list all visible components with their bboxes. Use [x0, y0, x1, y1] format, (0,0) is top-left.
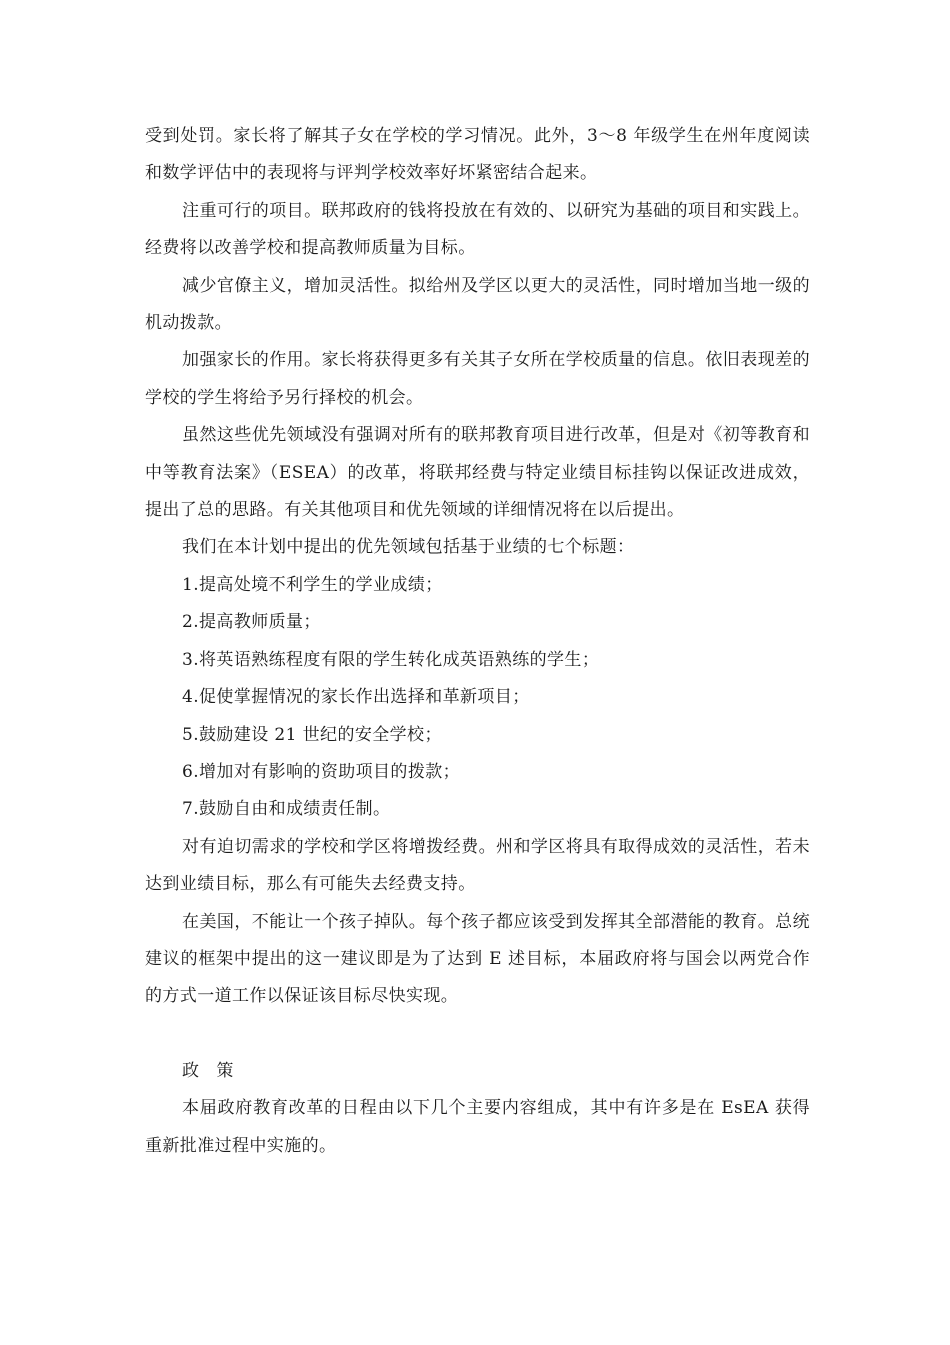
- paragraph-4: 加强家长的作用。家长将获得更多有关其子女所在学校质量的信息。依旧表现差的学校的学生将给予另行择校的机会。: [145, 350, 810, 408]
- list-item: 4.促使掌握情况的家长作出选择和革新项目；: [182, 687, 530, 708]
- document-page: [145, 118, 810, 1165]
- paragraph-7: 对有迫切需求的学校和学区将增拨经费。州和学区将具有取得成效的灵活性，若未达到业绩目标，那么有可能失去经费支持。: [145, 836, 810, 895]
- list-item: 2.提高教师质量；: [182, 612, 321, 633]
- list-item: 6.增加对有影响的资助项目的拨款；: [182, 761, 461, 782]
- list-item: 3.将英语熟练程度有限的学生转化成英语熟练的学生；: [182, 649, 600, 670]
- paragraph-2: 注重可行的项目。联邦政府的钱将投放在有效的、以研究为基础的项目和实践上。经费将以改善学校和提高教师质量为目标。: [145, 200, 810, 259]
- paragraph-8: 在美国，不能让一个孩子掉队。每个孩子都应该受到发挥其全部潜能的教育。总统建议的框架中提出的这一建议即是为了达到 E 述目标，本届政府将与国会以两党合作的方式一道工作以保证该目标尽快实现。: [145, 911, 810, 1007]
- paragraph-1: 受到处罚。家长将了解其子女在学校的学习情况。此外，3～8 年级学生在州年度阅读和数学评估中的表现将与评判学校效率好坏紧密结合起来。: [145, 126, 810, 184]
- paragraph-6: 我们在本计划中提出的优先领域包括基于业绩的七个标题：: [182, 537, 635, 558]
- priority-list: [145, 567, 810, 829]
- list-item: 5.鼓励建设 21 世纪的安全学校；: [182, 724, 442, 745]
- list-item: 1.提高处境不利学生的学业成绩；: [182, 574, 443, 595]
- section-paragraph-1: 本届政府教育改革的日程由以下几个主要内容组成，其中有许多是在 EsEA 获得重新批准过程中实施的。: [145, 1098, 810, 1156]
- list-item: 7.鼓励自由和成绩责任制。: [182, 799, 391, 820]
- section-heading: 政 策: [182, 1060, 240, 1081]
- paragraph-3: 减少官僚主义，增加灵活性。拟给州及学区以更大的灵活性，同时增加当地一级的机动拨款。: [145, 275, 810, 334]
- paragraph-5: 虽然这些优先领域没有强调对所有的联邦教育项目进行改革，但是对《初等教育和中等教育法案》（ESEA）的改革，将联邦经费与特定业绩目标挂钩以保证改进成效，提出了总的思路。有关其他项目和优先领域的详细情况将在以后提出。: [145, 425, 810, 521]
